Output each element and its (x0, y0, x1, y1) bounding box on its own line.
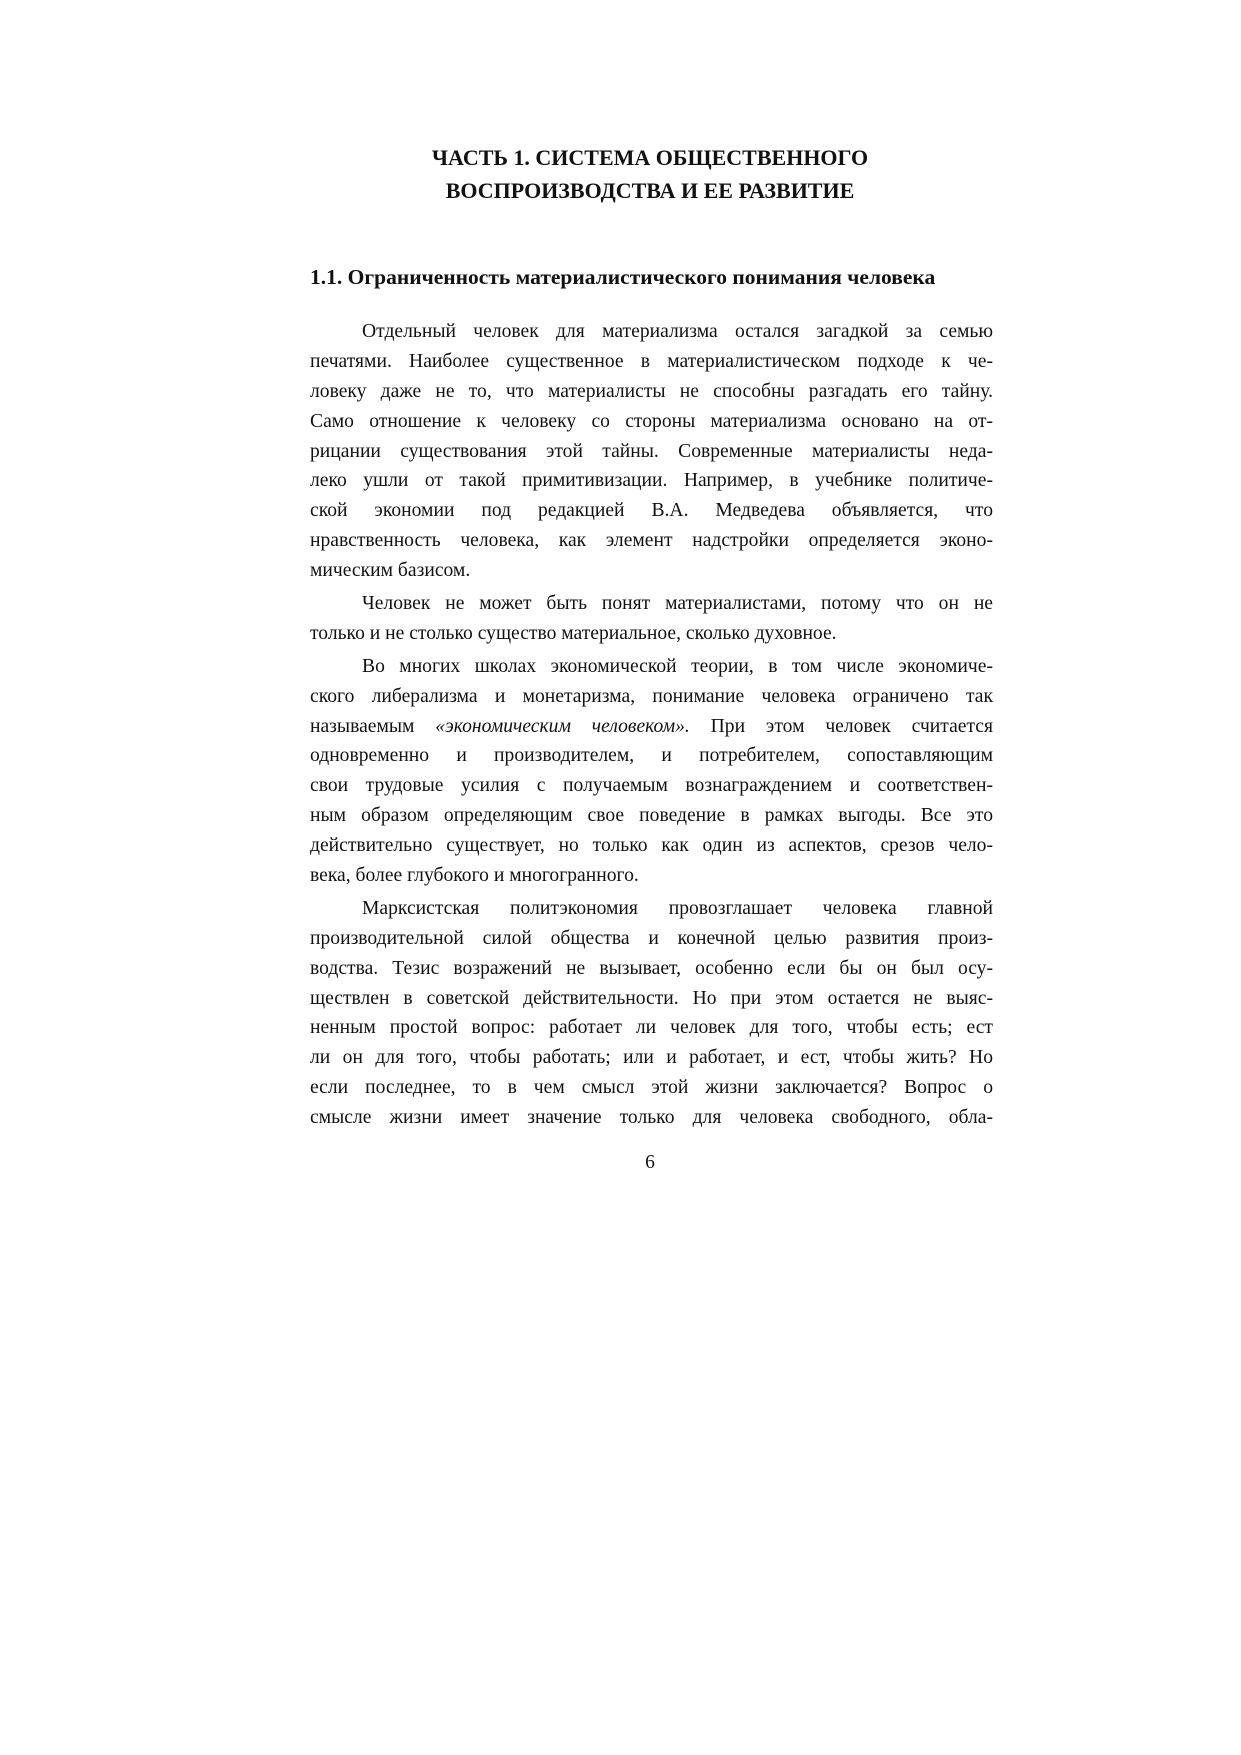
text-line: производительной силой общества и конечной целью развития произ- (310, 927, 993, 949)
text-line: ловеку даже не то, что материалисты не способны разгадать его тайну. (310, 380, 993, 402)
text-line: века, более глубокого и многогранного. (310, 865, 639, 887)
text-line: Марксистская политэкономия провозглашает человека главной (362, 897, 993, 919)
part-title-line-2: ВОСПРОИЗВОДСТВА И ЕЕ РАЗВИТИЕ (445, 178, 855, 203)
page-number: 6 (645, 1152, 655, 1173)
text-line: Во многих школах экономической теории, в том числе экономиче- (362, 655, 993, 677)
text-line: свои трудовые усилия с получаемым вознаграждением и соответствен- (310, 775, 993, 797)
text-line: действительно существует, но только как один из аспектов, срезов чело- (310, 835, 993, 857)
text-line: нравственность человека, как элемент надстройки определяется эконо- (310, 530, 993, 552)
part-title-line-1: ЧАСТЬ 1. СИСТЕМА ОБЩЕСТВЕННОГО (431, 145, 869, 170)
paragraph-4 (310, 894, 993, 1133)
paragraph-3 (310, 652, 993, 891)
text-line: водства. Тезис возражений не вызывает, особенно если бы он был осу- (310, 957, 993, 979)
text-line: ли он для того, чтобы работать; или и работает, и ест, чтобы жить? Но (310, 1047, 993, 1069)
text-line: только и не столько существо материальное, сколько духовное. (310, 622, 837, 644)
text-line: смысле жизни имеет значение только для человека свободного, обла- (310, 1107, 993, 1129)
text-line: одновременно и производителем, и потребителем, сопоставляющим (310, 745, 993, 767)
text-line: ненным простой вопрос: работает ли человек для того, чтобы есть; ест (310, 1017, 993, 1039)
text-line-mixed (310, 712, 993, 742)
section-title: 1.1. Ограниченность материалистического понимания человека (310, 265, 936, 289)
text-line: ского либерализма и монетаризма, понимание человека ограничено так (310, 685, 993, 707)
part-title (310, 141, 990, 207)
text-line: ществлен в советской действительности. Но при этом остается не выяс- (310, 987, 993, 1009)
text-line: рицании существования этой тайны. Современные материалисты неда- (310, 440, 993, 462)
text-line: ным образом определяющим свое поведение в рамках выгоды. Все это (310, 805, 993, 827)
text-segment: называемым (310, 715, 436, 737)
text-line: Человек не может быть понят материалистами, потому что он не (362, 593, 993, 615)
paragraph-2 (310, 589, 993, 649)
text-line: печатями. Наиболее существенное в материалистическом подходе к че- (310, 350, 993, 372)
paragraph-1 (310, 317, 993, 586)
text-line: леко ушли от такой примитивизации. Например, в учебнике политиче- (310, 470, 993, 492)
body-text (310, 317, 993, 1133)
text-line: ской экономии под редакцией В.А. Медведева объявляется, что (310, 500, 993, 522)
text-line: мическим базисом. (310, 560, 471, 582)
text-line: Отдельный человек для материализма остался загадкой за семью (362, 321, 993, 342)
text-segment: При этом человек считается (689, 715, 993, 737)
italic-term: «экономическим человеком». (435, 715, 690, 737)
text-line: если последнее, то в чем смысл этой жизни заключается? Вопрос о (310, 1077, 993, 1099)
text-line: Само отношение к человеку со стороны материализма основано на от- (310, 410, 993, 432)
